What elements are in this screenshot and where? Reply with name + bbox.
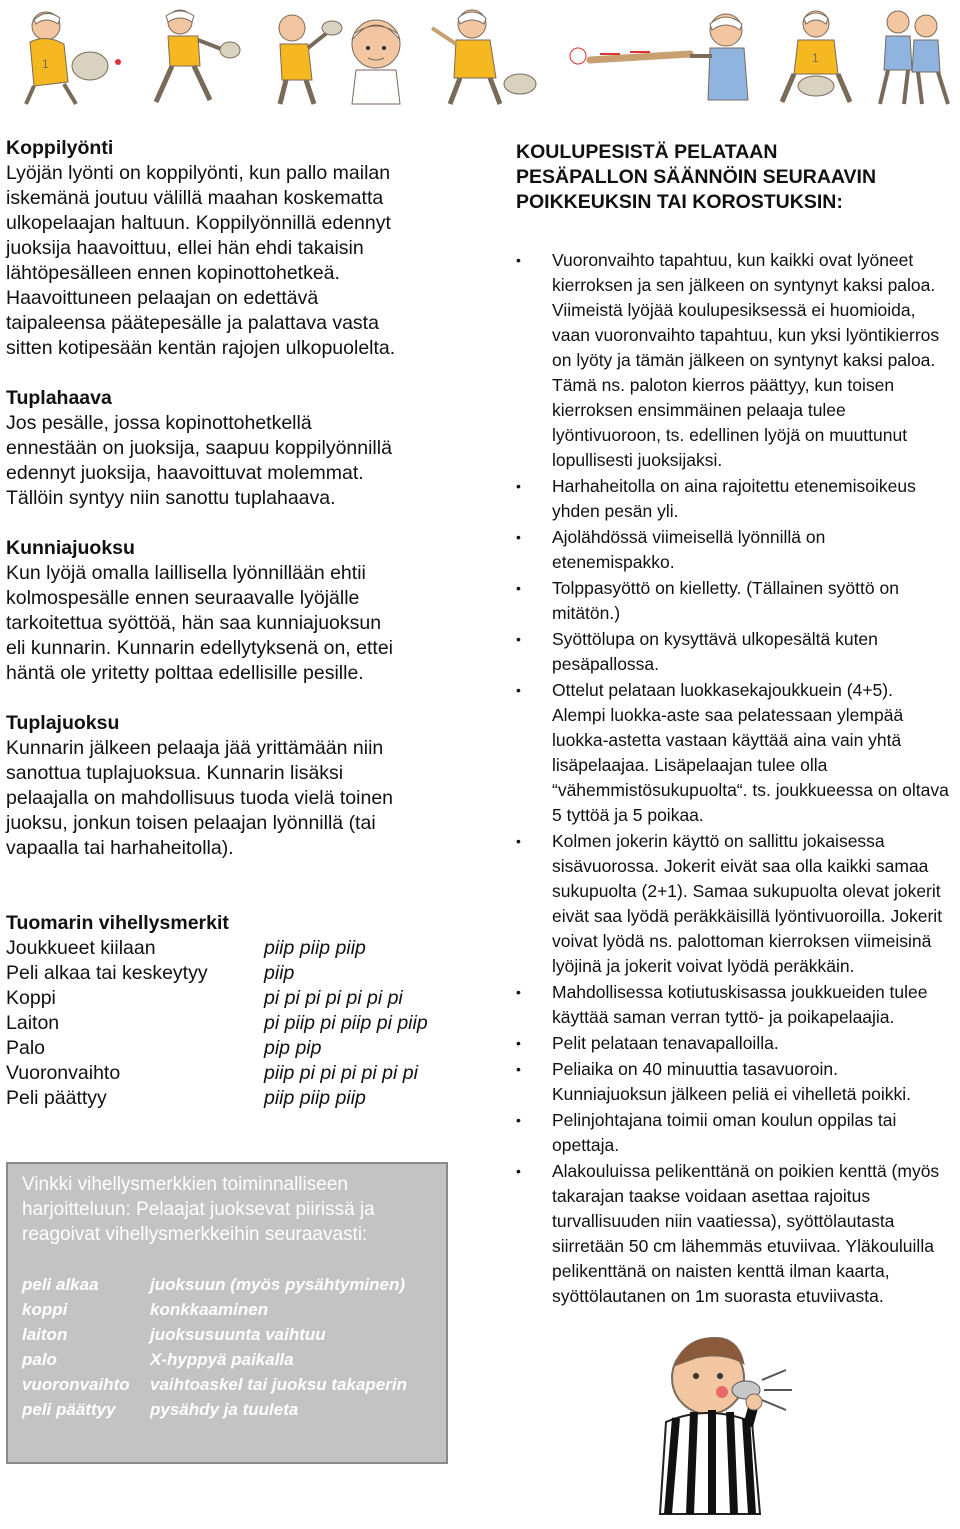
signal-pattern: piip pi pi pi pi pi pi (264, 1062, 418, 1084)
rule-line: etenemispakko. (552, 552, 675, 572)
table-row (22, 1347, 407, 1372)
table-row (6, 1086, 428, 1111)
table-row (6, 1061, 428, 1086)
rule-line: sisävuorossa. Jokerit eivät saa olla kaikki samaa (552, 856, 929, 876)
rule-line: lyöjinä ja jokerit voivat lyödä peräkkäin. (552, 956, 855, 976)
tip-table (22, 1272, 407, 1422)
helmet-kid-illustration (340, 4, 412, 108)
body-line: taipaleensa päätepesälle ja palattava vasta (6, 312, 379, 334)
tip-action: konkkaaminen (150, 1300, 269, 1319)
section-koppilyonti (6, 136, 476, 361)
tip-signal: peli alkaa (22, 1275, 99, 1294)
tip-action: vaihtoaskel tai juoksu takaperin (150, 1375, 407, 1394)
bullet-icon: • (516, 682, 521, 698)
rule-item (516, 248, 960, 473)
rule-line: Peliaika on 40 minuuttia tasavuoroin. (552, 1059, 839, 1079)
rule-line: Alempi luokka-aste saa pelatessaan ylempää (552, 705, 904, 725)
rule-line: Kolmen jokerin käyttö on sallittu jokaisessa (552, 831, 885, 851)
title-line: PESÄPALLON SÄÄNNÖIN SEURAAVIN (516, 166, 877, 188)
body-line: edennyt juoksija, haavoittuvat molemmat. (6, 462, 364, 484)
rule-line: syöttölautanen on 1m suorasta etuviivasta. (552, 1286, 884, 1306)
rule-line: “vähemmistösukupuolta“. ts. joukkueessa on oltava (552, 780, 949, 800)
bullet-icon: • (516, 580, 521, 596)
title-line: POIKKEUKSIN TAI KOROSTUKSIN: (516, 191, 843, 213)
rule-line: kierroksen ensimmäinen pelaaja tulee (552, 400, 846, 420)
tip-signal: koppi (22, 1300, 68, 1319)
rule-item (516, 829, 960, 979)
table-row (22, 1397, 407, 1422)
rule-line: pesäpallossa. (552, 654, 660, 674)
bullet-icon: • (516, 1163, 521, 1179)
player-throwing-illustration (262, 4, 346, 108)
tip-intro (22, 1172, 432, 1247)
table-row (22, 1297, 407, 1322)
rule-line: Harhaheitolla on aina rajoitettu etenemisoikeus (552, 476, 916, 496)
title-line: KOULUPESISTÄ PELATAAN (516, 141, 778, 163)
section-title: Koppilyönti (6, 137, 114, 159)
rule-item (516, 1031, 960, 1056)
section-title: Kunniajuoksu (6, 537, 135, 559)
signal-pattern: pi pi pi pi pi pi pi (264, 987, 403, 1009)
referee-illustration (636, 1318, 796, 1526)
rule-line: Viimeistä lyöjää koulupesiksessä ei huomioida, (552, 300, 916, 320)
rule-line: Ajolähdössä viimeisellä lyönnillä on (552, 527, 826, 547)
rule-line: lyöntivuoroon, ts. edellinen lyöjä on muuttunut (552, 425, 908, 445)
section-kunniajuoksu (6, 536, 476, 686)
tip-intro-line: harjoitteluun: Pelaajat juoksevat piirissä ja (22, 1199, 375, 1220)
rule-line: eivät saa lyödä peräkkäisillä lyöntivuoroilla. Jokerit (552, 906, 943, 926)
section-tuplajuoksu (6, 711, 476, 861)
bat-swing-illustration (560, 4, 760, 108)
bullet-icon: • (516, 984, 521, 1000)
tip-action: pysähdy ja tuuleta (150, 1400, 299, 1419)
batter-swinging-illustration (420, 4, 540, 108)
rule-line: Tämä ns. paloton kierros päättyy, kun toisen (552, 375, 895, 395)
pitcher-running-illustration (144, 4, 254, 108)
kneeling-player-illustration (772, 4, 862, 108)
rule-line: opettaja. (552, 1135, 620, 1155)
rule-item (516, 1159, 960, 1309)
tip-signal: vuoronvaihto (22, 1375, 130, 1394)
bullet-icon: • (516, 252, 521, 268)
body-line: sanottua tuplajuoksua. Kunnarin lisäksi (6, 762, 344, 784)
body-line: lähtöpesälleen ennen kopinottohetkeä. (6, 262, 340, 284)
signal-pattern: piip piip piip (264, 937, 366, 959)
body-line: Lyöjän lyönti on koppilyönti, kun pallo mailan (6, 162, 391, 184)
body-line: Jos pesälle, jossa kopinottohetkellä (6, 412, 312, 434)
signal-label: Joukkueet kiilaan (6, 937, 156, 959)
signal-label: Laiton (6, 1012, 60, 1034)
signal-pattern: piip (264, 962, 295, 984)
body-line: juoksija haavoittuu, ellei hän ehdi takaisin (6, 237, 364, 259)
rule-line: Ottelut pelataan luokkasekajoukkuein (4+5). (552, 680, 893, 700)
body-line: häntä ole yritetty polttaa edellisille pesille. (6, 662, 364, 684)
rule-line: mitätön.) (552, 603, 621, 623)
table-row (6, 1036, 428, 1061)
rule-line: vaan vuoronvaihto tapahtuu, kun yksi lyöntikierros (552, 325, 940, 345)
signal-label: Koppi (6, 987, 56, 1009)
body-line: tarkoitettua syöttöä, hän saa kunniajuoksun (6, 612, 382, 634)
body-line: kolmospesälle ennen seuraavalle lyöjälle (6, 587, 360, 609)
rule-line: Tolppasyöttö on kielletty. (Tällainen syöttö on (552, 578, 899, 598)
rule-line: Pelit pelataan tenavapalloilla. (552, 1033, 779, 1053)
rule-line: kierroksen ja sen jälkeen on syntynyt kaksi paloa. (552, 275, 936, 295)
rule-line: Vuoronvaihto tapahtuu, kun kaikki ovat lyöneet (552, 250, 914, 270)
rule-item (516, 525, 960, 575)
section-title: Tuplajuoksu (6, 712, 120, 734)
rule-item (516, 576, 960, 626)
section-title: Tuplahaava (6, 387, 112, 409)
rule-line: Pelinjohtajana toimii oman koulun oppilas tai (552, 1110, 897, 1130)
rule-line: turvallisuuden niin vaatiessa), syöttölautasta (552, 1211, 895, 1231)
signal-label: Palo (6, 1037, 46, 1059)
illustration-strip (0, 0, 960, 112)
table-row (6, 936, 428, 961)
body-line: iskemänä joutuu välillä maahan koskematta (6, 187, 384, 209)
tip-intro-line: reagoivat vihellysmerkkeihin seuraavasti: (22, 1224, 368, 1245)
table-row (6, 986, 428, 1011)
bullet-icon: • (516, 1112, 521, 1128)
rule-line: pelikenttänä on naisten kenttä ilman kaarta, (552, 1261, 890, 1281)
body-line: pelaajalla on mahdollisuus tuoda vielä toinen (6, 787, 394, 809)
rule-line: lisäpelaajaa. Lisäpelaajan tulee olla (552, 755, 828, 775)
table-row (22, 1272, 407, 1297)
whistle-signals-table (6, 936, 428, 1111)
body-line: sitten kotipesään kentän rajojen ulkopuolelta. (6, 337, 396, 359)
bullet-icon: • (516, 631, 521, 647)
tip-action: X-hyppyä paikalla (150, 1350, 294, 1369)
rule-item (516, 678, 960, 828)
rule-line: on lyöty ja tämän jälkeen on syntynyt kaksi paloa. (552, 350, 936, 370)
catcher-illustration (6, 4, 132, 108)
bullet-icon: • (516, 1061, 521, 1077)
signal-pattern: piip piip piip (264, 1087, 366, 1109)
rule-line: voivat lyödä ns. palottoman kierroksen viimeisinä (552, 931, 932, 951)
table-row (6, 961, 428, 986)
rule-line: sukupuolta (2+1). Samaa sukupuolta olevat jokerit (552, 881, 941, 901)
rule-item (516, 474, 960, 524)
rule-line: takarajan taakse voidaan asettaa rajoitus (552, 1186, 871, 1206)
body-line: Kunnarin jälkeen pelaaja jää yrittämään niin (6, 737, 384, 759)
signal-label: Peli alkaa tai keskeytyy (6, 962, 208, 984)
svg-text:1: 1 (812, 51, 819, 65)
bullet-icon: • (516, 833, 521, 849)
body-line: vapaalla tai harhaheitolla). (6, 837, 234, 859)
table-row (6, 1011, 428, 1036)
body-line: ulkopelaajan haltuun. Koppilyönnillä edennyt (6, 212, 391, 234)
body-line: juoksu, jonkun toisen pelaajan lyönnillä (tai (6, 812, 376, 834)
bullet-icon: • (516, 1035, 521, 1051)
rule-line: lopullisesti juoksijaksi. (552, 450, 723, 470)
catching-players-illustration (868, 4, 956, 108)
body-line: ennestään on juoksija, saapuu koppilyönnillä (6, 437, 392, 459)
rule-line: Mahdollisessa kotiutuskisassa joukkueiden tulee (552, 982, 928, 1002)
tip-action: juoksuun (myös pysähtyminen) (150, 1275, 406, 1294)
tip-action: juoksusuunta vaihtuu (150, 1325, 326, 1344)
rule-line: luokka-astetta vastaan käyttää aina vain yhtä (552, 730, 902, 750)
section-tuplahaava (6, 386, 476, 511)
rules-right-column (516, 140, 960, 1310)
rule-line: 5 tyttöä ja 5 poikaa. (552, 805, 704, 825)
rule-item (516, 980, 960, 1030)
signal-pattern: pi piip pi piip pi piip (264, 1012, 428, 1034)
rule-item (516, 627, 960, 677)
rules-left-column (6, 136, 476, 1111)
signal-pattern: pip pip (264, 1037, 322, 1059)
body-line: Haavoittuneen pelaajan on edettävä (6, 287, 319, 309)
bullet-icon: • (516, 478, 521, 494)
rules-list (516, 248, 960, 1309)
rule-line: siirretään 50 cm lähemmäs etuviivaa. Yläkouluilla (552, 1236, 934, 1256)
rule-line: Syöttölupa on kysyttävä ulkopesältä kuten (552, 629, 878, 649)
svg-text:1: 1 (42, 57, 49, 71)
whistle-signals-title: Tuomarin vihellysmerkit (6, 912, 229, 934)
tip-signal: peli päättyy (22, 1400, 116, 1419)
rule-line: Kunniajuoksun jälkeen peliä ei vihelletä poikki. (552, 1084, 911, 1104)
signal-label: Vuoronvaihto (6, 1062, 121, 1084)
tip-intro-line: Vinkki vihellysmerkkien toiminnalliseen (22, 1174, 348, 1195)
signal-label: Peli päättyy (6, 1087, 107, 1109)
body-line: eli kunnarin. Kunnarin edellytyksenä on, ettei (6, 637, 393, 659)
body-line: Tällöin syntyy niin sanottu tuplahaava. (6, 487, 336, 509)
rule-line: yhden pesän yli. (552, 501, 679, 521)
tip-signal: palo (22, 1350, 57, 1369)
rule-line: käyttää saman verran tyttö- ja poikapelaajia. (552, 1007, 895, 1027)
tip-signal: laiton (22, 1325, 68, 1344)
table-row (22, 1372, 407, 1397)
table-row (22, 1322, 407, 1347)
bullet-icon: • (516, 529, 521, 545)
exceptions-title (516, 140, 960, 215)
training-tip-box (6, 1162, 448, 1464)
rule-item (516, 1108, 960, 1158)
body-line: Kun lyöjä omalla laillisella lyönnillään ehtii (6, 562, 366, 584)
rule-line: Alakouluissa pelikenttänä on poikien kenttä (myös (552, 1161, 940, 1181)
rule-item (516, 1057, 960, 1107)
